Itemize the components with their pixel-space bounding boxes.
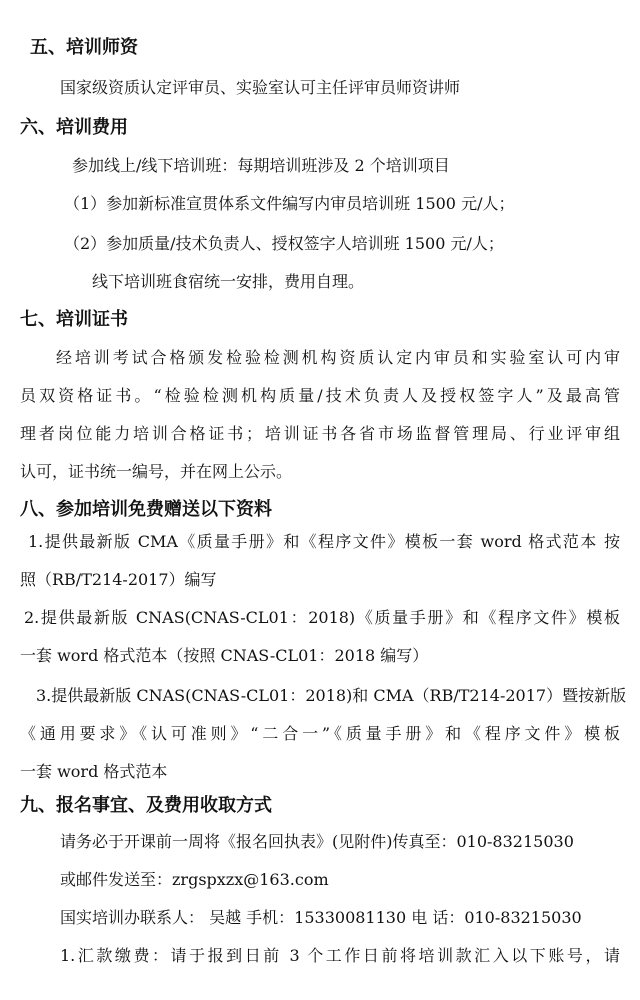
section-7-text-1: 经培训考试合格颁发检验检测机构资质认定内审员和实验室认可内审 — [56, 348, 620, 367]
section-6-text-4: 线下培训班食宿统一安排，费用自理。 — [92, 272, 365, 291]
section-7-text-2: 员双资格证书。“检验检测机构质量/技术负责人及授权签字人”及最高管 — [20, 386, 620, 405]
section-8-item-2-line-2: 一套 word 格式范本（按照 CNAS-CL01：2018 编写） — [20, 646, 429, 665]
section-9-text-2: 或邮件发送至：zrgspxzx@163.com — [60, 870, 329, 889]
section-9-heading: 九、报名事宜、及费用收取方式 — [20, 795, 272, 816]
section-5-text: 国家级资质认定评审员、实验室认可主任评审员师资讲师 — [60, 78, 461, 97]
section-8-item-1-line-2: 照（RB/T214-2017）编写 — [20, 570, 217, 589]
section-9-text-1: 请务必于开课前一周将《报名回执表》(见附件)传真至：010-83215030 — [60, 832, 574, 851]
section-8-item-3-line-2: 《通用要求》《认可准则》“二合一”《质量手册》和《程序文件》模板 — [20, 724, 620, 743]
section-9-text-4: 1.汇款缴费：请于报到日前 3 个工作日前将培训款汇入以下账号，请 — [60, 946, 620, 965]
section-8-heading: 八、参加培训免费赠送以下资料 — [20, 499, 272, 520]
section-6-heading: 六、培训费用 — [20, 117, 128, 138]
section-8-item-3-line-3: 一套 word 格式范本 — [20, 762, 168, 781]
section-7-heading: 七、培训证书 — [20, 309, 128, 330]
section-8-item-2-line-1: 2.提供最新版 CNAS(CNAS-CL01：2018)《质量手册》和《程序文件》模板 — [24, 608, 620, 627]
section-8-item-3-line-1: 3.提供最新版 CNAS(CNAS-CL01：2018)和 CMA（RB/T214-2017）暨按新版 — [36, 686, 627, 705]
section-7-text-3: 理者岗位能力培训合格证书；培训证书各省市场监督管理局、行业评审组 — [20, 424, 620, 443]
section-7-text-4: 认可，证书统一编号，并在网上公示。 — [20, 462, 293, 481]
section-8-item-1-line-1: 1.提供最新版 CMA《质量手册》和《程序文件》模板一套 word 格式范本 按 — [28, 532, 620, 551]
section-6-text-1: 参加线上/线下培训班：每期培训班涉及 2 个培训项目 — [72, 156, 450, 175]
section-6-text-2: （1）参加新标准宣贯体系文件编写内审员培训班 1500 元/人； — [64, 194, 515, 213]
section-9-text-3: 国实培训办联系人： 吴越 手机：15330081130 电 话：010-83215030 — [60, 908, 582, 927]
section-5-heading: 五、培训师资 — [30, 37, 138, 58]
section-6-text-3: （2）参加质量/技术负责人、授权签字人培训班 1500 元/人； — [64, 234, 504, 253]
